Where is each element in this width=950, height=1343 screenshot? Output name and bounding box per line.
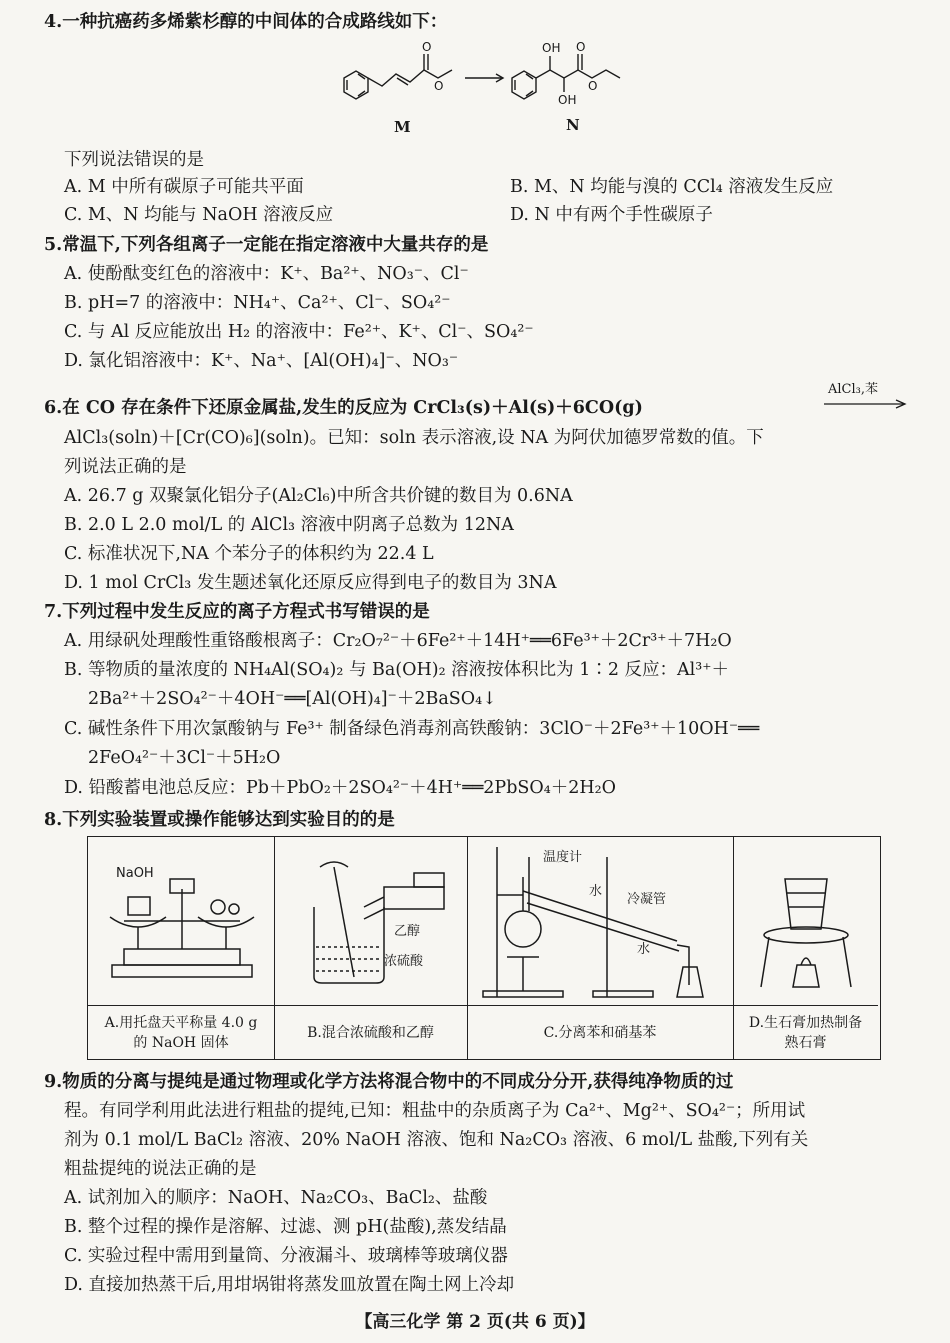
q6-option-d: D. 1 mol CrCl₃ 发生题述氧化还原反应得到电子的数目为 3NA [64,573,557,593]
reaction-arrow [822,398,908,410]
q4-option-a: A. M 中所有碳原子可能共平面 [64,177,304,197]
q9-line2: 程。有同学利用此法进行粗盐的提纯,已知：粗盐中的杂质离子为 Ca²⁺、Mg²⁺、SO₄²⁻；所用试 [64,1101,806,1121]
mol-o2: O [588,79,598,93]
mol-o4: O [434,79,444,93]
synthesis-scheme [320,38,650,118]
label-m: M [394,118,411,136]
q4-option-b: B. M、N 均能与溴的 CCl₄ 溶液发生反应 [510,177,834,197]
q9-line1: 9.物质的分离与提纯是通过物理或化学方法将混合物中的不同成分分开,获得纯净物质的过 [44,1072,734,1092]
q7-option-b-line1: B. 等物质的量浓度的 NH₄Al(SO₄)₂ 与 Ba(OH)₂ 溶液按体积比为 1∶2 反应：Al³⁺＋ [64,660,730,680]
q7-option-b-line2: 2Ba²⁺＋2SO₄²⁻＋4OH⁻══[Al(OH)₄]⁻＋2BaSO₄↓ [88,689,497,709]
q9-option-b: B. 整个过程的操作是溶解、过滤、测 pH(盐酸),蒸发结晶 [64,1217,507,1237]
q6-line2: AlCl₃(soln)＋[Cr(CO)₆](soln)。已知：soln 表示溶液,设 NA 为阿伏加德罗常数的值。下 [64,428,764,448]
q4-option-d: D. N 中有两个手性碳原子 [510,205,713,225]
q9-line3: 剂为 0.1 mol/L BaCl₂ 溶液、20% NaOH 溶液、饱和 Na₂CO₃ 溶液、6 mol/L 盐酸,下列有关 [64,1130,809,1150]
mol-oh2: OH [558,93,577,107]
cell-b [274,837,468,1059]
q6-option-c: C. 标准状况下,NA 个苯分子的体积约为 22.4 L [64,544,434,564]
water-in-label: 水 [589,884,603,899]
q4-prompt: 下列说法错误的是 [64,150,204,170]
q9-line4: 粗盐提纯的说法正确的是 [64,1159,257,1179]
q6-option-b: B. 2.0 L 2.0 mol/L 的 AlCl₃ 溶液中阴离子总数为 12NA [64,515,514,535]
q6-option-a: A. 26.7 g 双聚氯化铝分子(Al₂Cl₆)中所含共价键的数目为 0.6NA [64,486,573,506]
caption-a: A.用托盘天平称量 4.0 g 的 NaOH 固体 [88,1005,274,1060]
acid-label: 浓硫酸 [384,954,424,969]
mol-o3: O [422,40,432,54]
q5-option-c: C. 与 Al 反应能放出 H₂ 的溶液中：Fe²⁺、K⁺、Cl⁻、SO₄²⁻ [64,322,534,342]
naoh-label: NaOH [116,866,154,881]
q7-option-d: D. 铅酸蓄电池总反应：Pb＋PbO₂＋2SO₄²⁻＋4H⁺══2PbSO₄＋2H₂O [64,778,617,798]
condenser-label: 冷凝管 [627,892,667,907]
apparatus-table [87,836,881,1060]
mol-o1: O [576,40,586,54]
q4-stem: 4.一种抗癌药多烯紫杉醇的中间体的合成路线如下： [44,12,448,32]
caption-d: D.生石膏加热制备熟石膏 [733,1005,878,1060]
thermometer-label: 温度计 [543,850,583,865]
q9-option-a: A. 试剂加入的顺序：NaOH、Na₂CO₃、BaCl₂、盐酸 [64,1188,488,1208]
q6-line3: 列说法正确的是 [64,457,187,477]
q9-option-d: D. 直接加热蒸干后,用坩埚钳将蒸发皿放置在陶土网上冷却 [64,1275,515,1295]
crucible-heating-icon [733,837,878,1005]
q5-option-d: D. 氯化铝溶液中：K⁺、Na⁺、[Al(OH)₄]⁻、NO₃⁻ [64,351,459,371]
q7-option-c-line2: 2FeO₄²⁻＋3Cl⁻＋5H₂O [88,748,281,768]
q9-option-c: C. 实验过程中需用到量筒、分液漏斗、玻璃棒等玻璃仪器 [64,1246,508,1266]
cell-a [88,837,275,1059]
mixing-setup-icon [274,837,467,1005]
q8-stem: 8.下列实验装置或操作能够达到实验目的的是 [44,810,395,830]
water-out-label: 水 [637,942,651,957]
q6-line1: 6.在 CO 存在条件下还原金属盐,发生的反应为 CrCl₃(s)＋Al(s)＋6CO(g) [44,398,643,418]
q7-option-a: A. 用绿矾处理酸性重铬酸根离子：Cr₂O₇²⁻＋6Fe²⁺＋14H⁺══6Fe³⁺＋2Cr³⁺＋7H₂O [64,631,732,651]
q7-option-c-line1: C. 碱性条件下用次氯酸钠与 Fe³⁺ 制备绿色消毒剂高铁酸钠：3ClO⁻＋2Fe³⁺＋10OH⁻══ [64,719,760,739]
q4-option-c: C. M、N 均能与 NaOH 溶液反应 [64,205,334,225]
cell-d [733,837,878,1059]
distillation-setup-icon [467,837,733,1005]
cell-c [467,837,734,1059]
caption-b: B.混合浓硫酸和乙醇 [274,1005,467,1060]
q5-stem: 5.常温下,下列各组离子一定能在指定溶液中大量共存的是 [44,235,489,255]
caption-c: C.分离苯和硝基苯 [467,1005,733,1060]
q7-stem: 7.下列过程中发生反应的离子方程式书写错误的是 [44,602,430,622]
balance-icon [88,837,274,1005]
q6-arrow-label: AlCl₃,苯 [828,382,878,397]
mol-oh1: OH [542,41,561,55]
label-n: N [566,116,580,134]
q5-option-a: A. 使酚酞变红色的溶液中：K⁺、Ba²⁺、NO₃⁻、Cl⁻ [64,264,469,284]
ethanol-label: 乙醇 [394,924,421,939]
page-footer: 【高三化学 第 2 页(共 6 页)】 [355,1312,595,1332]
q5-option-b: B. pH=7 的溶液中：NH₄⁺、Ca²⁺、Cl⁻、SO₄²⁻ [64,293,451,313]
